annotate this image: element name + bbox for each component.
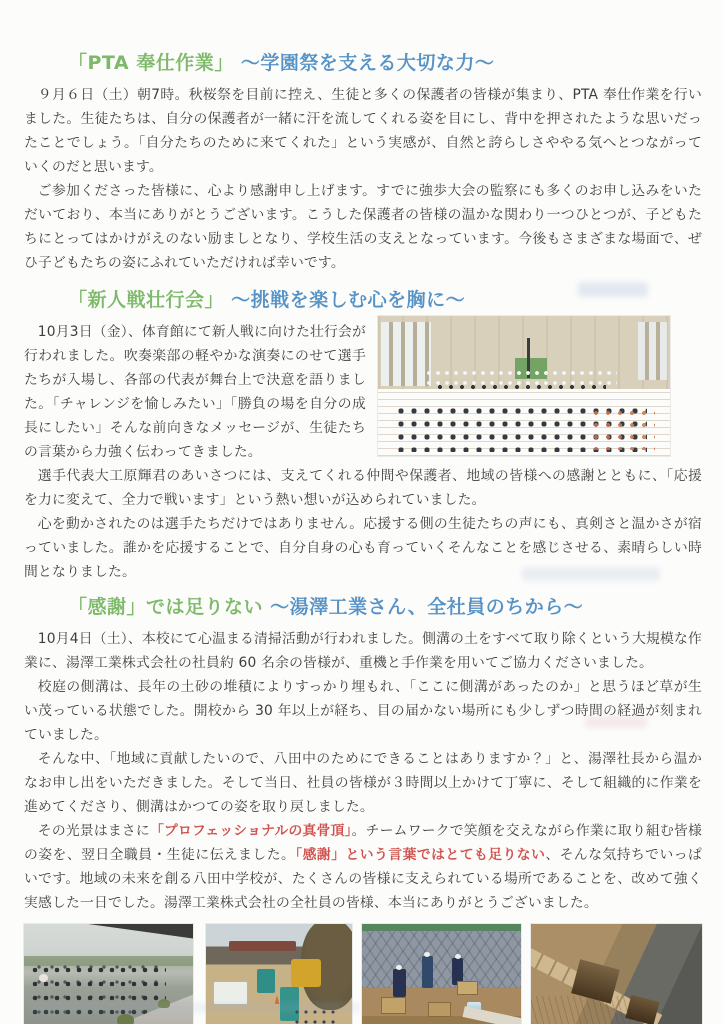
worker-figure-shape — [393, 969, 406, 997]
section-title-green: 「新人戦壮行会」 — [68, 289, 225, 311]
white-truck-shape — [213, 981, 248, 1006]
paragraph: 校庭の側溝は、長年の土砂の堆積によりすっかり埋もれ、「ここに側溝があったのか」と思うほど草が生い茂っている状態でした。開校から 30 年以上が経ち、目の届かない場所にも少しずつ時間の経過が刻まれていました。 — [24, 679, 702, 743]
paragraph: そんな中、「地域に貢献したいので、八田中のためにできることはありますか？」と、湯澤社長から温かなお申し出をいただきました。そして当日、社員の皆様が３時間以上かけて丁寧に、そして組織的に作業を進めてくださり、側溝はかつての姿を取り戻しました。 — [24, 751, 702, 815]
text-run: 、そんな気持ちでいっぱいです。地域の未来を創る八田中学校が、たくさんの皆様に支えられている場所であることを、改めて強く実感した一日でした。湯澤工業株式会社の全社員の皆様、本当にありがとうございました。 — [24, 847, 702, 911]
paragraph: 選手代表大工原輝君のあいさつには、支えてくれる仲間や保護者、地域の皆様への感謝とともに、「応援を力に変えて、全力で戦います」という熱い想いが込められていました。 — [24, 468, 702, 508]
paragraph-with-emphasis — [24, 819, 702, 915]
section-title-green: 「PTA 奉仕作業」 — [68, 52, 234, 74]
stone-wall-texture-shape — [362, 931, 521, 988]
teal-excavator-shape — [257, 969, 274, 993]
text-run: その光景はまさに — [37, 823, 150, 839]
paragraph: 心を動かされたのは選手たちだけではありません。応援する側の生徒たちの声にも、真剣さと温かさが宿っていました。誰かを応援することで、自分自身の心も育っていくそんなことを感じさせる、素晴らしい時間となりました。 — [24, 516, 702, 580]
dirt-block-shape — [457, 981, 478, 995]
section-title-blue: ～挑戦を楽しむ心を胸に～ — [231, 289, 466, 311]
section-gratitude-yuzawa-kogyo — [24, 594, 702, 915]
dirt-block-shape — [381, 997, 406, 1014]
section-title — [68, 50, 702, 76]
gym-assembly-photo — [378, 316, 670, 456]
planter-shape — [158, 999, 170, 1008]
worker-figure-shape — [422, 956, 433, 988]
emphasis-red-text: 「感謝」という言葉ではとても足りない — [295, 847, 546, 863]
planter-shape — [117, 1014, 134, 1024]
ditch-digging-photo — [362, 924, 521, 1024]
section-title-blue: ～学園祭を支える大切な力～ — [240, 52, 495, 74]
section-title-green: 「感謝」では足りない — [68, 596, 264, 618]
gym-seated-students-orange-shape — [591, 408, 655, 450]
gym-officials-row-shape — [436, 383, 605, 394]
yellow-excavator-shape — [291, 959, 322, 987]
paragraph: ご参加くださった皆様に、心より感謝申し上げます。すでに強歩大会の監察にも多くのお申し込みをいただいており、本当にありがとうございます。こうした保護者の皆様の温かな関わり一つひとつが、子どもたちにとってはかけがえのない励ましとなり、学校生活の支えとなっています。今後もさまざまな場面で、ぜひ子どもたちの姿にふれていただければ幸いです。 — [24, 183, 702, 271]
text-run: 。チームワークで笑顔を交えながら作業に取り組む皆様の姿を、翌日全職員・生徒に伝えました。 — [24, 823, 703, 863]
paragraph: 10月4日（土）、本校にて心温まる清掃活動が行われました。側溝の土をすべて取り除くという大規模な作業に、湯澤工業株式会社の社員約 60 名余の皆様が、重機と手作業を用いてご協力くださいました。 — [24, 631, 702, 671]
roof-eave-shape — [88, 924, 193, 950]
text-photo-row — [24, 320, 702, 464]
cleared-gutter-photo — [531, 924, 702, 1024]
paragraph: ９月６日（土）朝7時。秋桜祭を目前に控え、生徒と多くの保護者の皆様が集まり、PTA 奉仕作業を行いました。生徒たちは、自分の保護者が一緒に汗を流してくれる姿を目にし、背中を押されたような思いだったことでしょう。「自分たちのために来てくれた」という実感が、自然と誇らしさややる気へとつながっていくのだと思います。 — [24, 87, 702, 175]
section-title — [68, 594, 702, 620]
emphasis-red-text: 「プロフェッショナルの真骨頂」 — [149, 823, 352, 839]
section-send-off-ceremony — [24, 287, 702, 584]
bottom-photo-strip — [24, 924, 702, 1024]
worker-crowd-shape — [31, 964, 166, 1017]
worker-figures-shape — [293, 1008, 340, 1024]
paragraph: 10月3日（金）、体育館にて新人戦に向けた壮行会が行われました。吹奏楽部の軽やかな演奏にのせて選手たちが入場し、各部の代表が舞台上で決意を語りました。「チャレンジを愉しみたい」「勝負の場を自分の成長にしたい」そんな前向きなメッセージが、生徒たちの言葉から力強く伝わってきました。 — [24, 324, 366, 460]
white-hat-shape — [39, 974, 48, 982]
section-title-blue: ～湯澤工業さん、全社員のちから～ — [270, 596, 584, 618]
section-pta-volunteer-work — [24, 50, 702, 275]
gym-windows-right-shape — [638, 322, 667, 381]
building-roof-shape — [229, 941, 296, 951]
curb-shape — [463, 1006, 521, 1024]
gym-windows-left-shape — [381, 322, 431, 386]
dirt-block-shape — [428, 1002, 450, 1017]
traffic-cone-shape — [275, 995, 280, 1004]
section-title — [68, 287, 702, 313]
excavators-yard-photo — [206, 924, 351, 1024]
twigs-texture-shape — [531, 996, 637, 1024]
workers-gathering-photo — [24, 924, 193, 1024]
